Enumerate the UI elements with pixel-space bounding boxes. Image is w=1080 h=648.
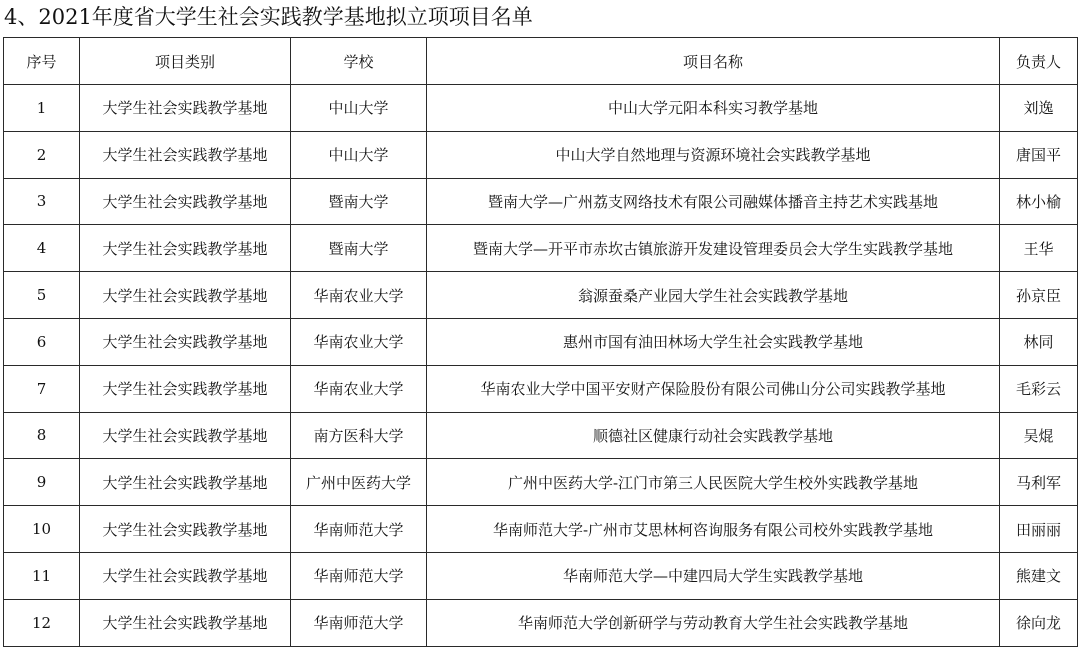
cell-school: 华南师范大学 (291, 552, 427, 599)
cell-project-name: 华南师范大学—中建四局大学生实践教学基地 (427, 552, 1000, 599)
table-row (4, 131, 1078, 178)
header-person-in-charge: 负责人 (1000, 38, 1078, 85)
cell-serial-number: 5 (4, 272, 80, 319)
cell-serial-number: 7 (4, 365, 80, 412)
cell-school: 暨南大学 (291, 225, 427, 272)
cell-serial-number: 1 (4, 85, 80, 132)
cell-project-name: 中山大学自然地理与资源环境社会实践教学基地 (427, 131, 1000, 178)
cell-project-category: 大学生社会实践教学基地 (80, 599, 291, 646)
cell-project-category: 大学生社会实践教学基地 (80, 365, 291, 412)
cell-serial-number: 8 (4, 412, 80, 459)
table-row (4, 599, 1078, 646)
cell-serial-number: 4 (4, 225, 80, 272)
cell-person-in-charge: 马利军 (1000, 459, 1078, 506)
cell-school: 华南师范大学 (291, 599, 427, 646)
table-header-row (4, 38, 1078, 85)
table-row (4, 178, 1078, 225)
cell-serial-number: 11 (4, 552, 80, 599)
cell-project-category: 大学生社会实践教学基地 (80, 225, 291, 272)
cell-person-in-charge: 熊建文 (1000, 552, 1078, 599)
cell-project-category: 大学生社会实践教学基地 (80, 552, 291, 599)
cell-project-name: 暨南大学—开平市赤坎古镇旅游开发建设管理委员会大学生实践教学基地 (427, 225, 1000, 272)
cell-serial-number: 6 (4, 318, 80, 365)
cell-project-name: 华南师范大学-广州市艾思林柯咨询服务有限公司校外实践教学基地 (427, 506, 1000, 553)
cell-school: 中山大学 (291, 85, 427, 132)
header-project-category: 项目类别 (80, 38, 291, 85)
cell-person-in-charge: 孙京臣 (1000, 272, 1078, 319)
cell-serial-number: 9 (4, 459, 80, 506)
cell-project-category: 大学生社会实践教学基地 (80, 272, 291, 319)
cell-project-category: 大学生社会实践教学基地 (80, 506, 291, 553)
cell-school: 中山大学 (291, 131, 427, 178)
cell-person-in-charge: 毛彩云 (1000, 365, 1078, 412)
cell-school: 华南师范大学 (291, 506, 427, 553)
cell-person-in-charge: 田丽丽 (1000, 506, 1078, 553)
cell-person-in-charge: 刘逸 (1000, 85, 1078, 132)
cell-project-category: 大学生社会实践教学基地 (80, 85, 291, 132)
table-row (4, 552, 1078, 599)
table-row (4, 318, 1078, 365)
table-row (4, 365, 1078, 412)
table-row (4, 459, 1078, 506)
cell-project-category: 大学生社会实践教学基地 (80, 459, 291, 506)
cell-person-in-charge: 王华 (1000, 225, 1078, 272)
cell-project-category: 大学生社会实践教学基地 (80, 412, 291, 459)
cell-project-name: 中山大学元阳本科实习教学基地 (427, 85, 1000, 132)
cell-person-in-charge: 林同 (1000, 318, 1078, 365)
cell-school: 华南农业大学 (291, 318, 427, 365)
project-list-table (3, 37, 1078, 647)
cell-person-in-charge: 吴焜 (1000, 412, 1078, 459)
document-title: 4、2021年度省大学生社会实践教学基地拟立项项目名单 (4, 5, 533, 29)
cell-serial-number: 2 (4, 131, 80, 178)
cell-school: 暨南大学 (291, 178, 427, 225)
cell-school: 广州中医药大学 (291, 459, 427, 506)
cell-person-in-charge: 唐国平 (1000, 131, 1078, 178)
cell-project-name: 惠州市国有油田林场大学生社会实践教学基地 (427, 318, 1000, 365)
table-row (4, 85, 1078, 132)
cell-serial-number: 10 (4, 506, 80, 553)
cell-project-name: 顺德社区健康行动社会实践教学基地 (427, 412, 1000, 459)
cell-person-in-charge: 徐向龙 (1000, 599, 1078, 646)
cell-project-name: 华南农业大学中国平安财产保险股份有限公司佛山分公司实践教学基地 (427, 365, 1000, 412)
cell-project-name: 暨南大学—广州荔支网络技术有限公司融媒体播音主持艺术实践基地 (427, 178, 1000, 225)
cell-project-category: 大学生社会实践教学基地 (80, 131, 291, 178)
table-row (4, 506, 1078, 553)
table-row (4, 412, 1078, 459)
cell-school: 华南农业大学 (291, 365, 427, 412)
cell-project-name: 翁源蚕桑产业园大学生社会实践教学基地 (427, 272, 1000, 319)
cell-serial-number: 12 (4, 599, 80, 646)
cell-school: 华南农业大学 (291, 272, 427, 319)
header-school: 学校 (291, 38, 427, 85)
header-project-name: 项目名称 (427, 38, 1000, 85)
table-row (4, 272, 1078, 319)
header-serial-number: 序号 (4, 38, 80, 85)
cell-project-name: 华南师范大学创新研学与劳动教育大学生社会实践教学基地 (427, 599, 1000, 646)
cell-person-in-charge: 林小榆 (1000, 178, 1078, 225)
cell-school: 南方医科大学 (291, 412, 427, 459)
cell-serial-number: 3 (4, 178, 80, 225)
table-row (4, 225, 1078, 272)
cell-project-name: 广州中医药大学-江门市第三人民医院大学生校外实践教学基地 (427, 459, 1000, 506)
cell-project-category: 大学生社会实践教学基地 (80, 178, 291, 225)
cell-project-category: 大学生社会实践教学基地 (80, 318, 291, 365)
